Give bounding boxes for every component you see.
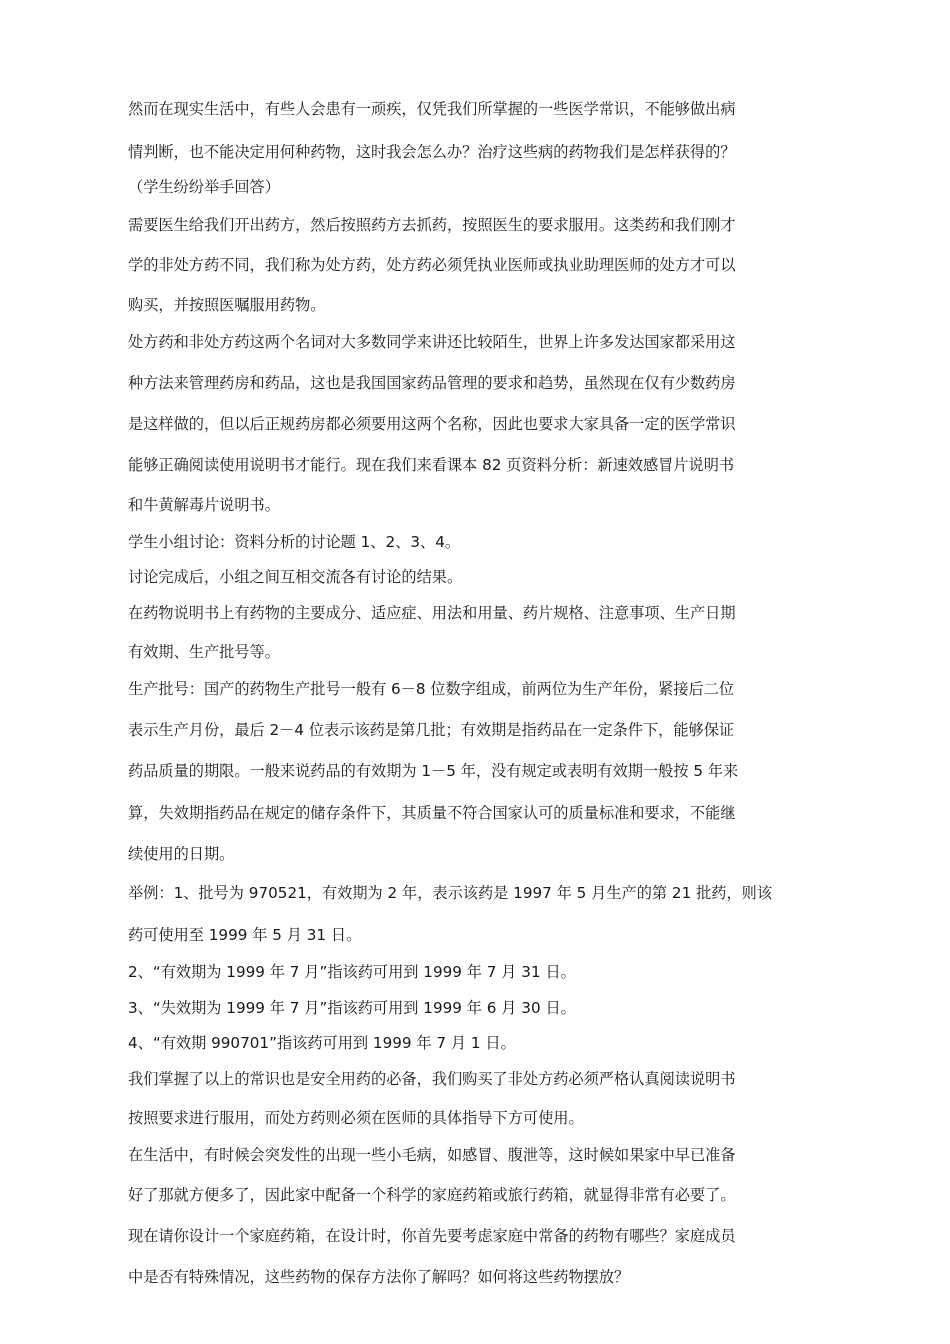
text-line: 和牛黄解毒片说明书。 <box>128 496 280 514</box>
text-line: 学的非处方药不同，我们称为处方药，处方药必须凭执业医师或执业助理医师的处方才可以 <box>128 256 736 274</box>
text-line: 现在请你设计一个家庭药箱，在设计时，你首先要考虑家庭中常备的药物有哪些？家庭成员 <box>128 1227 736 1245</box>
text-line: （学生纷纷举手回答） <box>128 178 280 196</box>
text-line: 好了那就方便多了，因此家中配备一个科学的家庭药箱或旅行药箱，就显得非常有必要了。 <box>128 1186 736 1204</box>
text-line: 学生小组讨论：资料分析的讨论题 1、2、3、4。 <box>128 533 461 551</box>
text-line: 生产批号：国产的药物生产批号一般有 6－8 位数字组成，前两位为生产年份，紧接后二位 <box>128 680 735 698</box>
text-line: 算，失效期指药品在规定的储存条件下，其质量不符合国家认可的质量标准和要求，不能继 <box>128 804 736 822</box>
text-line: 表示生产月份，最后 2－4 位表示该药是第几批；有效期是指药品在一定条件下，能够保证 <box>128 721 735 739</box>
text-line: 处方药和非处方药这两个名词对大多数同学来讲还比较陌生，世界上许多发达国家都采用这 <box>128 333 736 351</box>
text-line: 药品质量的期限。一般来说药品的有效期为 1－5 年，没有规定或表明有效期一般按 5 年来 <box>128 762 739 780</box>
text-line: 种方法来管理药房和药品，这也是我国国家药品管理的要求和趋势，虽然现在仅有少数药房 <box>128 374 736 392</box>
text-line: 情判断，也不能决定用何种药物，这时我会怎么办？治疗这些病的药物我们是怎样获得的？ <box>128 143 736 161</box>
text-line: 然而在现实生活中，有些人会患有一顽疾，仅凭我们所掌握的一些医学常识，不能够做出病 <box>128 100 736 118</box>
text-line: 4、“有效期 990701”指该药可用到 1999 年 7 月 1 日。 <box>128 1034 516 1052</box>
text-line: 讨论完成后，小组之间互相交流各有讨论的结果。 <box>128 568 463 586</box>
text-line: 需要医生给我们开出药方，然后按照药方去抓药，按照医生的要求服用。这类药和我们刚才 <box>128 216 736 234</box>
text-line: 是这样做的，但以后正规药房都必须要用这两个名称，因此也要求大家具备一定的医学常识 <box>128 415 736 433</box>
text-line: 按照要求进行服用，而处方药则必须在医师的具体指导下方可使用。 <box>128 1109 584 1127</box>
text-line: 能够正确阅读使用说明书才能行。现在我们来看课本 82 页资料分析：新速效感冒片说明书 <box>128 456 735 474</box>
text-line: 举例：1、批号为 970521，有效期为 2 年，表示该药是 1997 年 5 月生产的第 21 批药，则该 <box>128 884 773 902</box>
text-line: 2、“有效期为 1999 年 7 月”指该药可用到 1999 年 7 月 31 日。 <box>128 963 576 981</box>
text-line: 有效期、生产批号等。 <box>128 643 280 661</box>
text-line: 3、“失效期为 1999 年 7 月”指该药可用到 1999 年 6 月 30 日。 <box>128 999 576 1017</box>
text-line: 在生活中，有时候会突发性的出现一些小毛病，如感冒、腹泄等，这时候如果家中早已准备 <box>128 1146 736 1164</box>
text-line: 中是否有特殊情况，这些药物的保存方法你了解吗？如何将这些药物摆放？ <box>128 1268 630 1286</box>
text-line: 药可使用至 1999 年 5 月 31 日。 <box>128 926 362 944</box>
text-line: 在药物说明书上有药物的主要成分、适应症、用法和用量、药片规格、注意事项、生产日期 <box>128 604 736 622</box>
text-line: 购买，并按照医嘱服用药物。 <box>128 296 326 314</box>
text-line: 我们掌握了以上的常识也是安全用药的必备，我们购买了非处方药必须严格认真阅读说明书 <box>128 1070 736 1088</box>
text-line: 续使用的日期。 <box>128 845 235 863</box>
